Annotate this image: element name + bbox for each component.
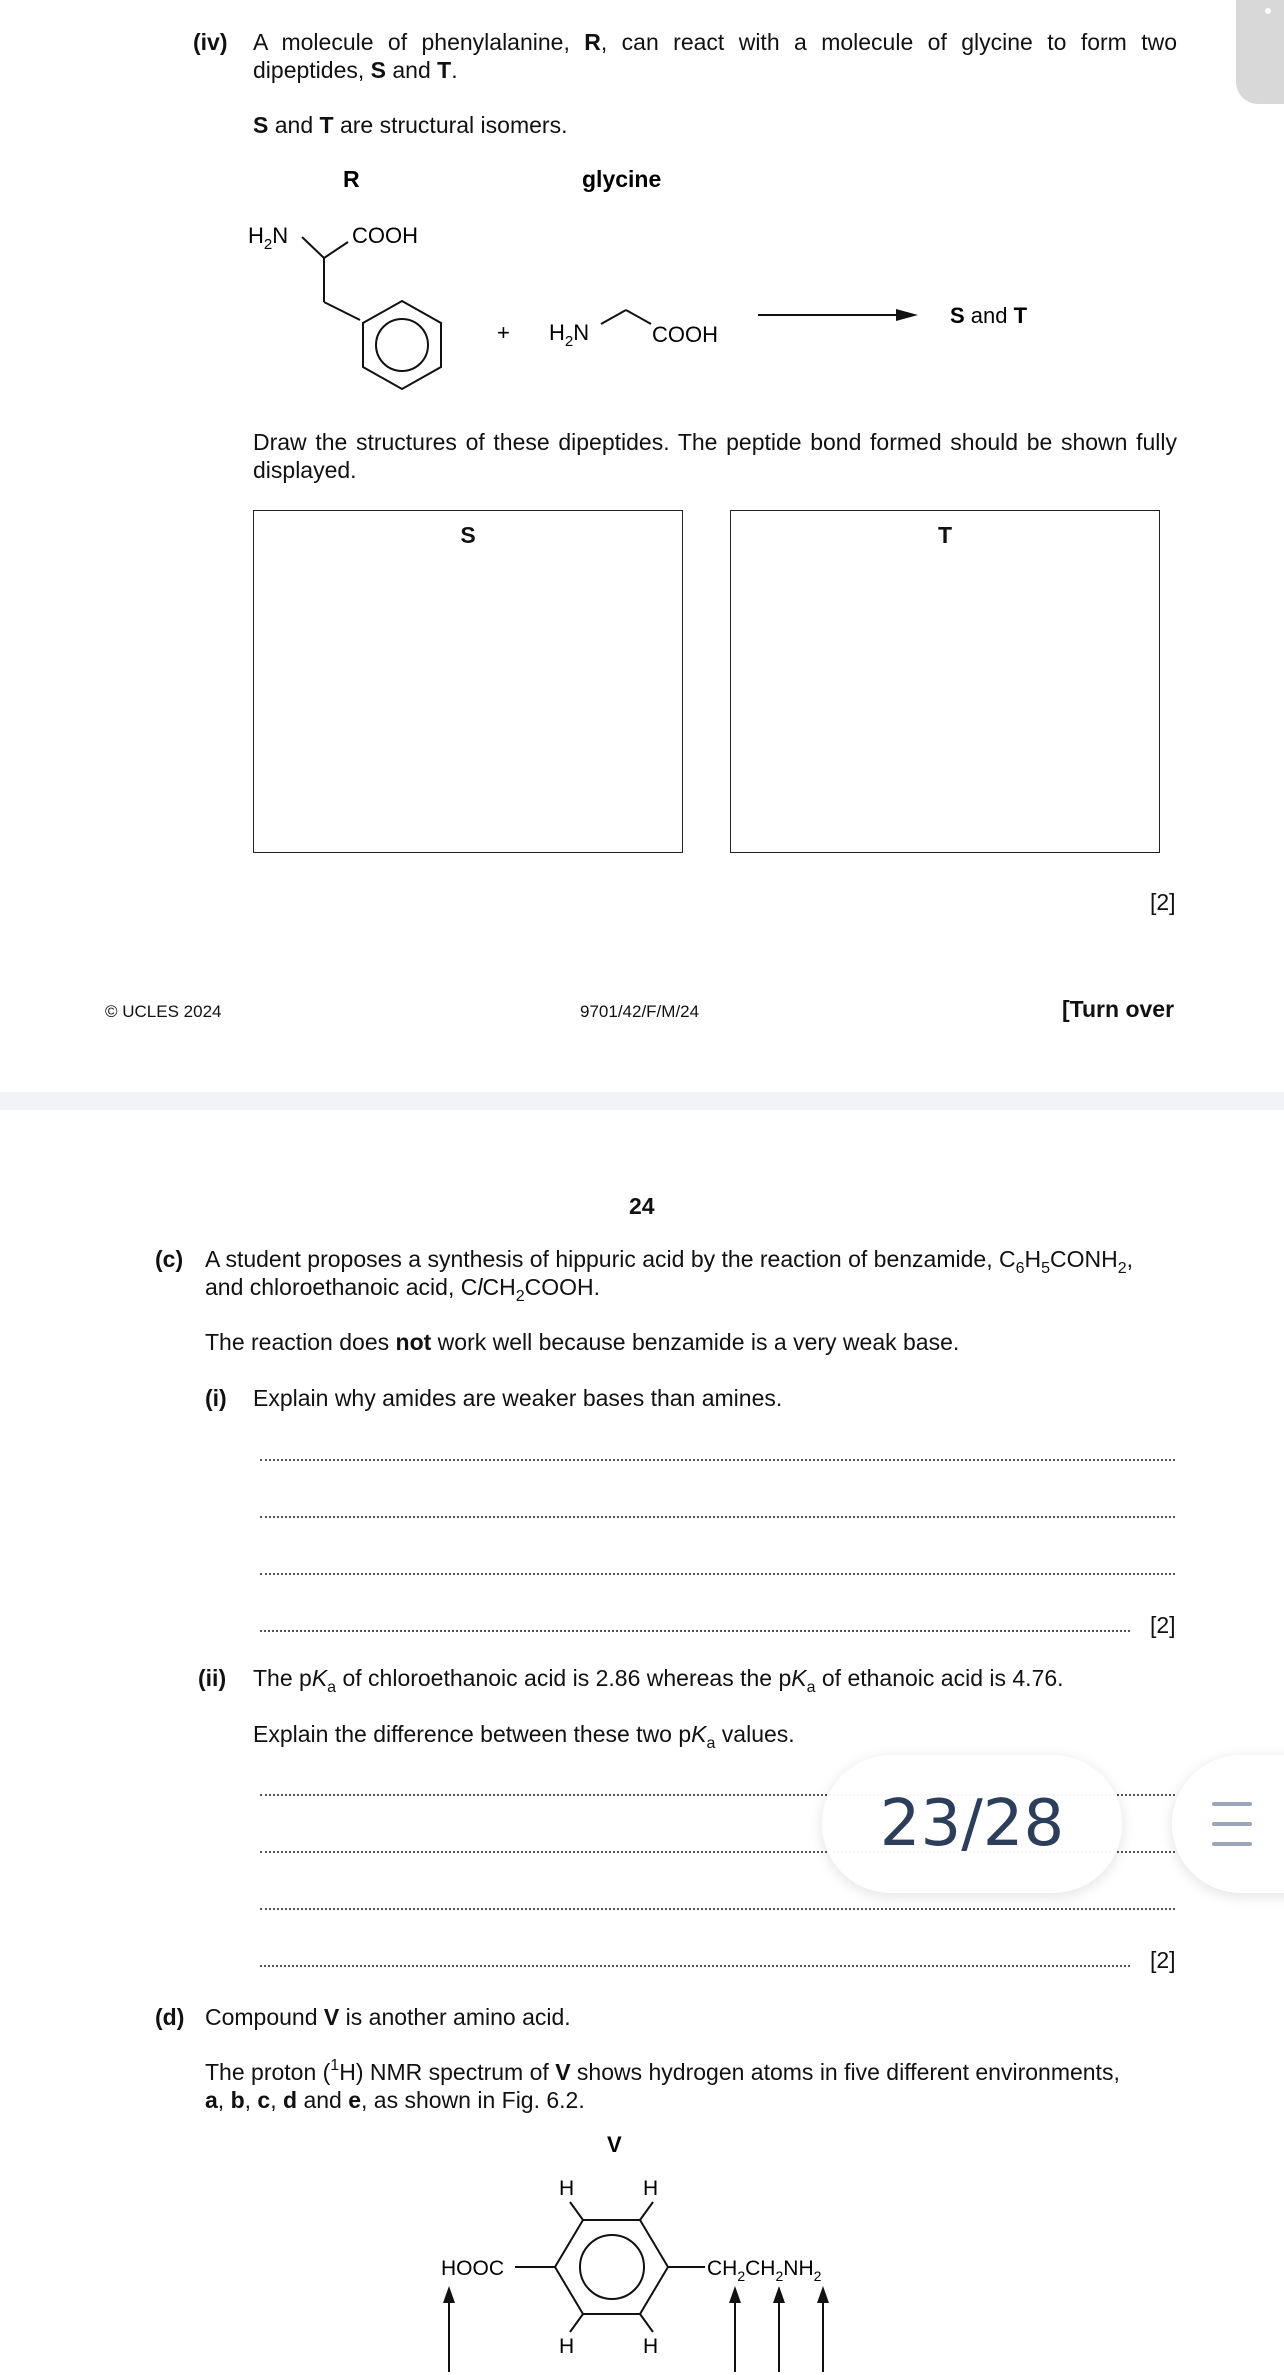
plus-sign: + (497, 320, 510, 345)
compound-V-structure (0, 2130, 1284, 2375)
draw-instruction-line-2: displayed. (253, 457, 357, 483)
footer-paper-code: 9701/42/F/M/24 (580, 1002, 700, 1021)
c-ii-question: The $pK_a$ of chloroethanoic acid is 2.86 whereas the $pK_a$ of ethanoic acid is 4.76. (253, 1665, 1064, 1696)
c-i-question: Explain why amides are weaker bases than amines. (253, 1385, 783, 1411)
footer-turn-over: [Turn over (1062, 996, 1175, 1022)
answer-box-T[interactable] (730, 510, 1160, 853)
arrow-up-icon (443, 2286, 455, 2303)
page-number: 24 (629, 1193, 655, 1219)
answer-line-c-ii-3[interactable] (260, 1908, 1175, 1910)
answer-line-c-ii-4[interactable] (260, 1965, 1130, 1967)
exam-page-23 (0, 0, 1284, 1092)
marks-iv: [2] (1150, 889, 1176, 915)
r-amine-group: $H_2N$ (248, 223, 289, 253)
d-line-2: The proton ($^1$H) NMR spectrum of V shows hydrogen atoms in five different environments, (205, 2057, 1120, 2085)
r-carboxyl-group: COOH (352, 223, 418, 248)
arrow-up-icon (817, 2286, 829, 2303)
c-line-2: and chloroethanoic acid, ClCH$_2$COOH. (205, 1274, 600, 1305)
answer-line-c-i-3[interactable] (260, 1573, 1175, 1575)
footer-copyright: © UCLES 2024 (105, 1002, 222, 1021)
gly-carboxyl-group: COOH (652, 322, 718, 347)
part-label-iv: (iv) (193, 29, 228, 55)
c-line-3: The reaction does not work well because benzamide is a very weak base. (205, 1329, 960, 1355)
exam-page-24 (0, 1110, 1284, 2375)
reaction-arrow-icon (896, 309, 918, 321)
marks-c-i: [2] (1150, 1612, 1176, 1638)
product-label: S and T (950, 303, 1028, 328)
benzene-ring-icon (363, 301, 441, 389)
box-label-T: T (937, 522, 953, 548)
h-top-left: H (559, 2177, 575, 2200)
gly-amine-group: $H_2N$ (549, 320, 590, 350)
part-label-d: (d) (155, 2004, 185, 2030)
d-line-3: a, b, c, d and e, as shown in Fig. 6.2. (205, 2087, 585, 2113)
side-chain: $CH_2CH_2NH_2$ (707, 2257, 822, 2284)
answer-line-c-i-4[interactable] (260, 1630, 1130, 1632)
part-label-c-i: (i) (205, 1385, 227, 1411)
part-label-c: (c) (155, 1246, 184, 1272)
intro-line-2: dipeptides, S and T. (253, 57, 458, 83)
h-bottom-right: H (643, 2335, 659, 2358)
marks-c-ii: [2] (1150, 1947, 1176, 1973)
answer-line-c-i-1[interactable] (260, 1459, 1175, 1461)
h-top-right: H (643, 2177, 659, 2200)
isomers-statement: S and T are structural isomers. (253, 112, 568, 138)
arrow-up-icon (729, 2286, 741, 2303)
h-bottom-left: H (559, 2335, 575, 2358)
part-label-c-ii: (ii) (198, 1665, 227, 1691)
answer-line-c-i-2[interactable] (260, 1516, 1175, 1518)
label-R: R (343, 166, 360, 192)
intro-line-1: A molecule of phenylalanine, R, can react with a molecule of glycine to form two (253, 29, 1178, 55)
draw-instruction-line-1: Draw the structures of these dipeptides. The peptide bond formed should be shown fully (253, 429, 1177, 455)
label-V: V (607, 2132, 622, 2157)
label-glycine: glycine (582, 166, 662, 192)
page-separator (0, 1092, 1284, 1110)
c-ii-explain: Explain the difference between these two $pK_a$ values. (253, 1721, 795, 1752)
arrow-up-icon (773, 2286, 785, 2303)
c-line-1: A student proposes a synthesis of hippuric acid by the reaction of benzamide, $C_6H_5CONH_2$, (205, 1246, 1134, 1277)
box-label-S: S (460, 522, 476, 548)
answer-box-S[interactable] (253, 510, 683, 853)
d-line-1: Compound V is another amino acid. (205, 2004, 571, 2030)
page-indicator[interactable]: 23/28 (822, 1755, 1122, 1893)
reaction-scheme (0, 150, 1284, 410)
scrollbar-thumb[interactable] (1236, 0, 1284, 104)
carboxyl-group: HOOC (441, 2257, 504, 2280)
